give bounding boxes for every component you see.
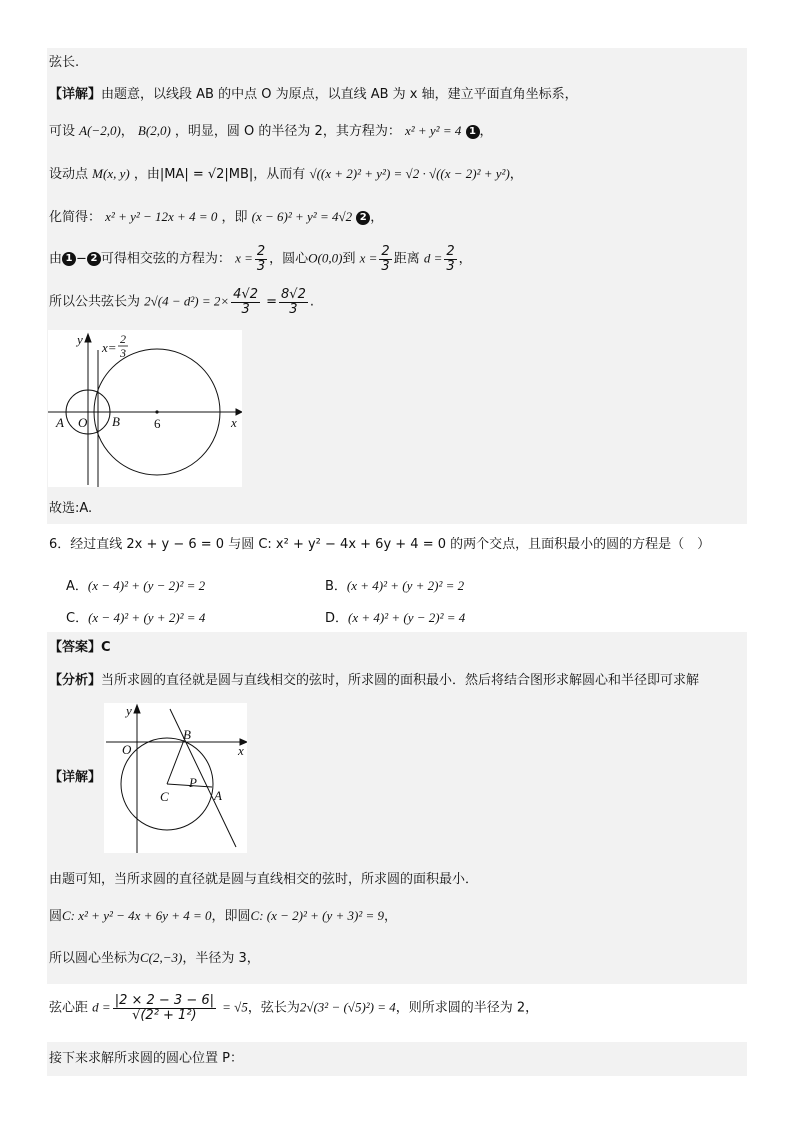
known-line: [47, 858, 747, 898]
label-y: y: [126, 703, 132, 718]
detail2-label: 【详解】: [49, 770, 102, 785]
label-C: C: [160, 789, 169, 804]
fraction-4sqrt2-3: $\frac{4√2}{3}$: [233, 287, 258, 317]
next-line: [47, 1042, 747, 1076]
point-O: O(0,0): [308, 250, 343, 266]
answer-line: [47, 632, 747, 664]
text-common-chord: 所以公共弦长为: [49, 294, 141, 310]
circled-1-icon: 1: [62, 252, 76, 266]
figure-1: [48, 330, 242, 487]
label-6: 6: [154, 416, 161, 431]
center-line: [47, 938, 747, 984]
option-B[interactable]: [325, 575, 464, 594]
figure-2: [104, 703, 247, 853]
label-A: A: [214, 788, 222, 803]
text-chord-1: 由: [49, 251, 63, 267]
circled-2-icon: 2: [87, 252, 101, 266]
eq-circle-apollonius: (x − 6)² + y² = 4√2: [251, 209, 353, 224]
fraction-distance: $\frac{|2 \times 2 - 3 - 6|}{\text{√(2² + 1²)}}$: [114, 993, 215, 1023]
eq-x-2: x =: [359, 250, 378, 266]
text-simp-mid: ，即: [221, 210, 248, 225]
label-frac-den: 3: [120, 346, 126, 360]
text-simplify: 化简得：: [49, 210, 102, 225]
label-x: x: [231, 415, 237, 430]
line-2x-y-6: [170, 709, 236, 847]
line-chord-length-heading: [47, 48, 747, 78]
label-O: O: [122, 742, 132, 757]
fraction-2-3-b: $\frac{2}{3}$: [381, 244, 390, 274]
text-dist-mid: ，弦长为: [247, 1000, 300, 1016]
label-y: y: [77, 332, 83, 347]
segment-CB: [167, 740, 184, 784]
label-B: B: [183, 727, 191, 742]
option-D-eq: (x + 4)² + (y − 2)² = 4: [348, 610, 466, 625]
option-A-eq: (x − 4)² + (y − 2)² = 2: [87, 578, 206, 593]
detail-line-2: 可设 A(−2,0)， B(2,0) ，明显，圆 O 的半径为 2，其方程为： x² + y² = 4 1 ，: [47, 112, 747, 152]
question-6: [47, 537, 747, 561]
label-O: O: [78, 415, 88, 430]
circle-eq-line: [47, 898, 747, 938]
known-text: 由题可知，当所求圆的直径就是圆与直线相交的弦时，所求圆的面积最小．: [49, 872, 479, 887]
center-dot: [155, 410, 158, 413]
option-A-label: A．: [66, 579, 88, 594]
text-cond: ，由|MA| = √2|MB|，从而有: [133, 167, 306, 182]
eq-circle-C-standard: C: (x − 2)² + (y + 3)² = 9: [250, 908, 385, 923]
point-M: M(x, y): [92, 166, 130, 181]
eq-distance-ratio: √((x + 2)² + y²) = √2 · √((x − 2)² + y²): [309, 166, 510, 181]
eq-d: d =: [92, 999, 111, 1015]
choose-line: [47, 494, 747, 524]
eq-d: d =: [423, 250, 443, 266]
point-C: C(2,−3): [140, 950, 183, 965]
point-A: A(−2,0): [79, 123, 121, 138]
option-C-eq: (x − 4)² + (y + 2)² = 4: [88, 610, 206, 625]
option-A[interactable]: [66, 575, 205, 594]
option-D[interactable]: [325, 607, 465, 626]
detail-line-6: 所以公共弦长为 2√(4 − d²) = 2× $\frac{4√2}{3}$ = $\frac{8√2}{3}$ .: [47, 286, 747, 326]
text-center-prefix: 所以圆心坐标为: [49, 951, 141, 966]
text-chord-6: 距离: [393, 251, 420, 267]
detail-line-1: [47, 78, 747, 112]
figure-1-svg: [48, 330, 242, 487]
fraction-2-3: $\frac{2}{3}$: [256, 244, 266, 274]
eq-sqrt5: = √5: [222, 999, 248, 1015]
analysis-label: 【分析】: [49, 673, 102, 688]
eq-circle-C: C: x² + y² − 4x + 6y + 4 = 0: [62, 908, 212, 923]
text-circle-mid: ，即圆: [211, 909, 251, 924]
detail-line-5: 由 1 − 2 可得相交弦的方程为： x = $\frac{2}{3}$ ，圆心O(0,0)到 x = $\frac{2}{3}$ 距离 d = $\frac{2}{3}$ ，: [47, 238, 747, 286]
eq-x: x =: [235, 250, 253, 266]
detail-line-3: 设动点 M(x, y) ，由|MA| = √2|MB|，从而有 √((x + 2)² + y²) = √2 · √((x − 2)² + y²)，: [47, 152, 747, 196]
choose-answer-text: 故选:A.: [49, 501, 93, 516]
option-C-label: C．: [66, 611, 89, 626]
text-center-end: ，半径为 3，: [182, 951, 260, 966]
label-B: B: [112, 414, 120, 429]
x-axis-arrow-icon: [236, 409, 242, 415]
eq-circle-O: x² + y² = 4: [404, 123, 462, 138]
detail-label: 【详解】: [49, 87, 102, 102]
question-6-text: 6．经过直线 2x + y − 6 = 0 与圆 C: x² + y² − 4x + 6y + 4 = 0 的两个交点，且面积最小的圆的方程是（ ）: [49, 537, 711, 552]
y-axis-arrow-icon: [85, 334, 91, 342]
text-chord-5: 到: [342, 251, 356, 267]
text-set-mid: ，明显，圆 O 的半径为 2，其方程为：: [174, 124, 401, 139]
option-C[interactable]: [66, 607, 205, 626]
text-set-prefix: 可设: [49, 124, 76, 139]
text-chord: 弦长.: [49, 55, 80, 70]
point-B: B(2,0): [137, 123, 171, 138]
circled-1-icon: 1: [466, 125, 480, 139]
figure-2-svg: [104, 703, 247, 853]
label-frac-num: 2: [120, 332, 126, 346]
label-x: x: [238, 743, 244, 758]
analysis-text: 当所求圆的直径就是圆与直线相交的弦时，所求圆的面积最小．然后将结合图形求解圆心和半径即可求解: [101, 673, 700, 688]
detail-text-1: 由题意，以线段 AB 的中点 O 为原点，以直线 AB 为 x 轴，建立平面直角坐标系，: [101, 87, 578, 102]
text-dist-end: ，则所求圆的半径为 2，: [395, 1000, 539, 1016]
label-A: A: [56, 415, 64, 430]
analysis-line: [47, 664, 747, 698]
label-line: x=: [102, 340, 117, 355]
fraction-8sqrt2-3: $\frac{8√2}{3}$: [281, 287, 306, 317]
label-P: P: [189, 775, 197, 790]
fraction-2-3-c: $\frac{2}{3}$: [446, 244, 455, 274]
option-D-label: D．: [325, 611, 349, 626]
text-circle-end: ，: [384, 909, 398, 924]
next-text: 接下来求解所求圆的圆心位置 P：: [49, 1051, 243, 1066]
y-axis-arrow-icon: [134, 705, 140, 713]
option-B-eq: (x + 4)² + (y + 2)² = 2: [346, 578, 465, 593]
text-chord-3: 可得相交弦的方程为：: [100, 251, 231, 267]
text-moving: 设动点: [49, 167, 89, 182]
text-dist-prefix: 弦心距: [49, 1000, 89, 1016]
detail-line-4: 化简得： x² + y² − 12x + 4 = 0 ，即 (x − 6)² + y² = 4√2 2 ，: [47, 196, 747, 238]
text-minus: −: [76, 251, 87, 267]
circled-2-icon: 2: [356, 211, 370, 225]
distance-line: [47, 988, 747, 1040]
eq-simplified: x² + y² − 12x + 4 = 0: [105, 209, 218, 224]
option-B-label: B．: [325, 579, 347, 594]
eq-common-chord: 2√(4 − d²) = 2×: [144, 293, 230, 309]
answer-text: 【答案】C: [49, 640, 111, 655]
text-chord-4: ，圆心: [269, 251, 309, 267]
text-circle: 圆: [49, 909, 63, 924]
eq-chord-length: 2√(3² − (√5)²) = 4: [299, 999, 396, 1015]
